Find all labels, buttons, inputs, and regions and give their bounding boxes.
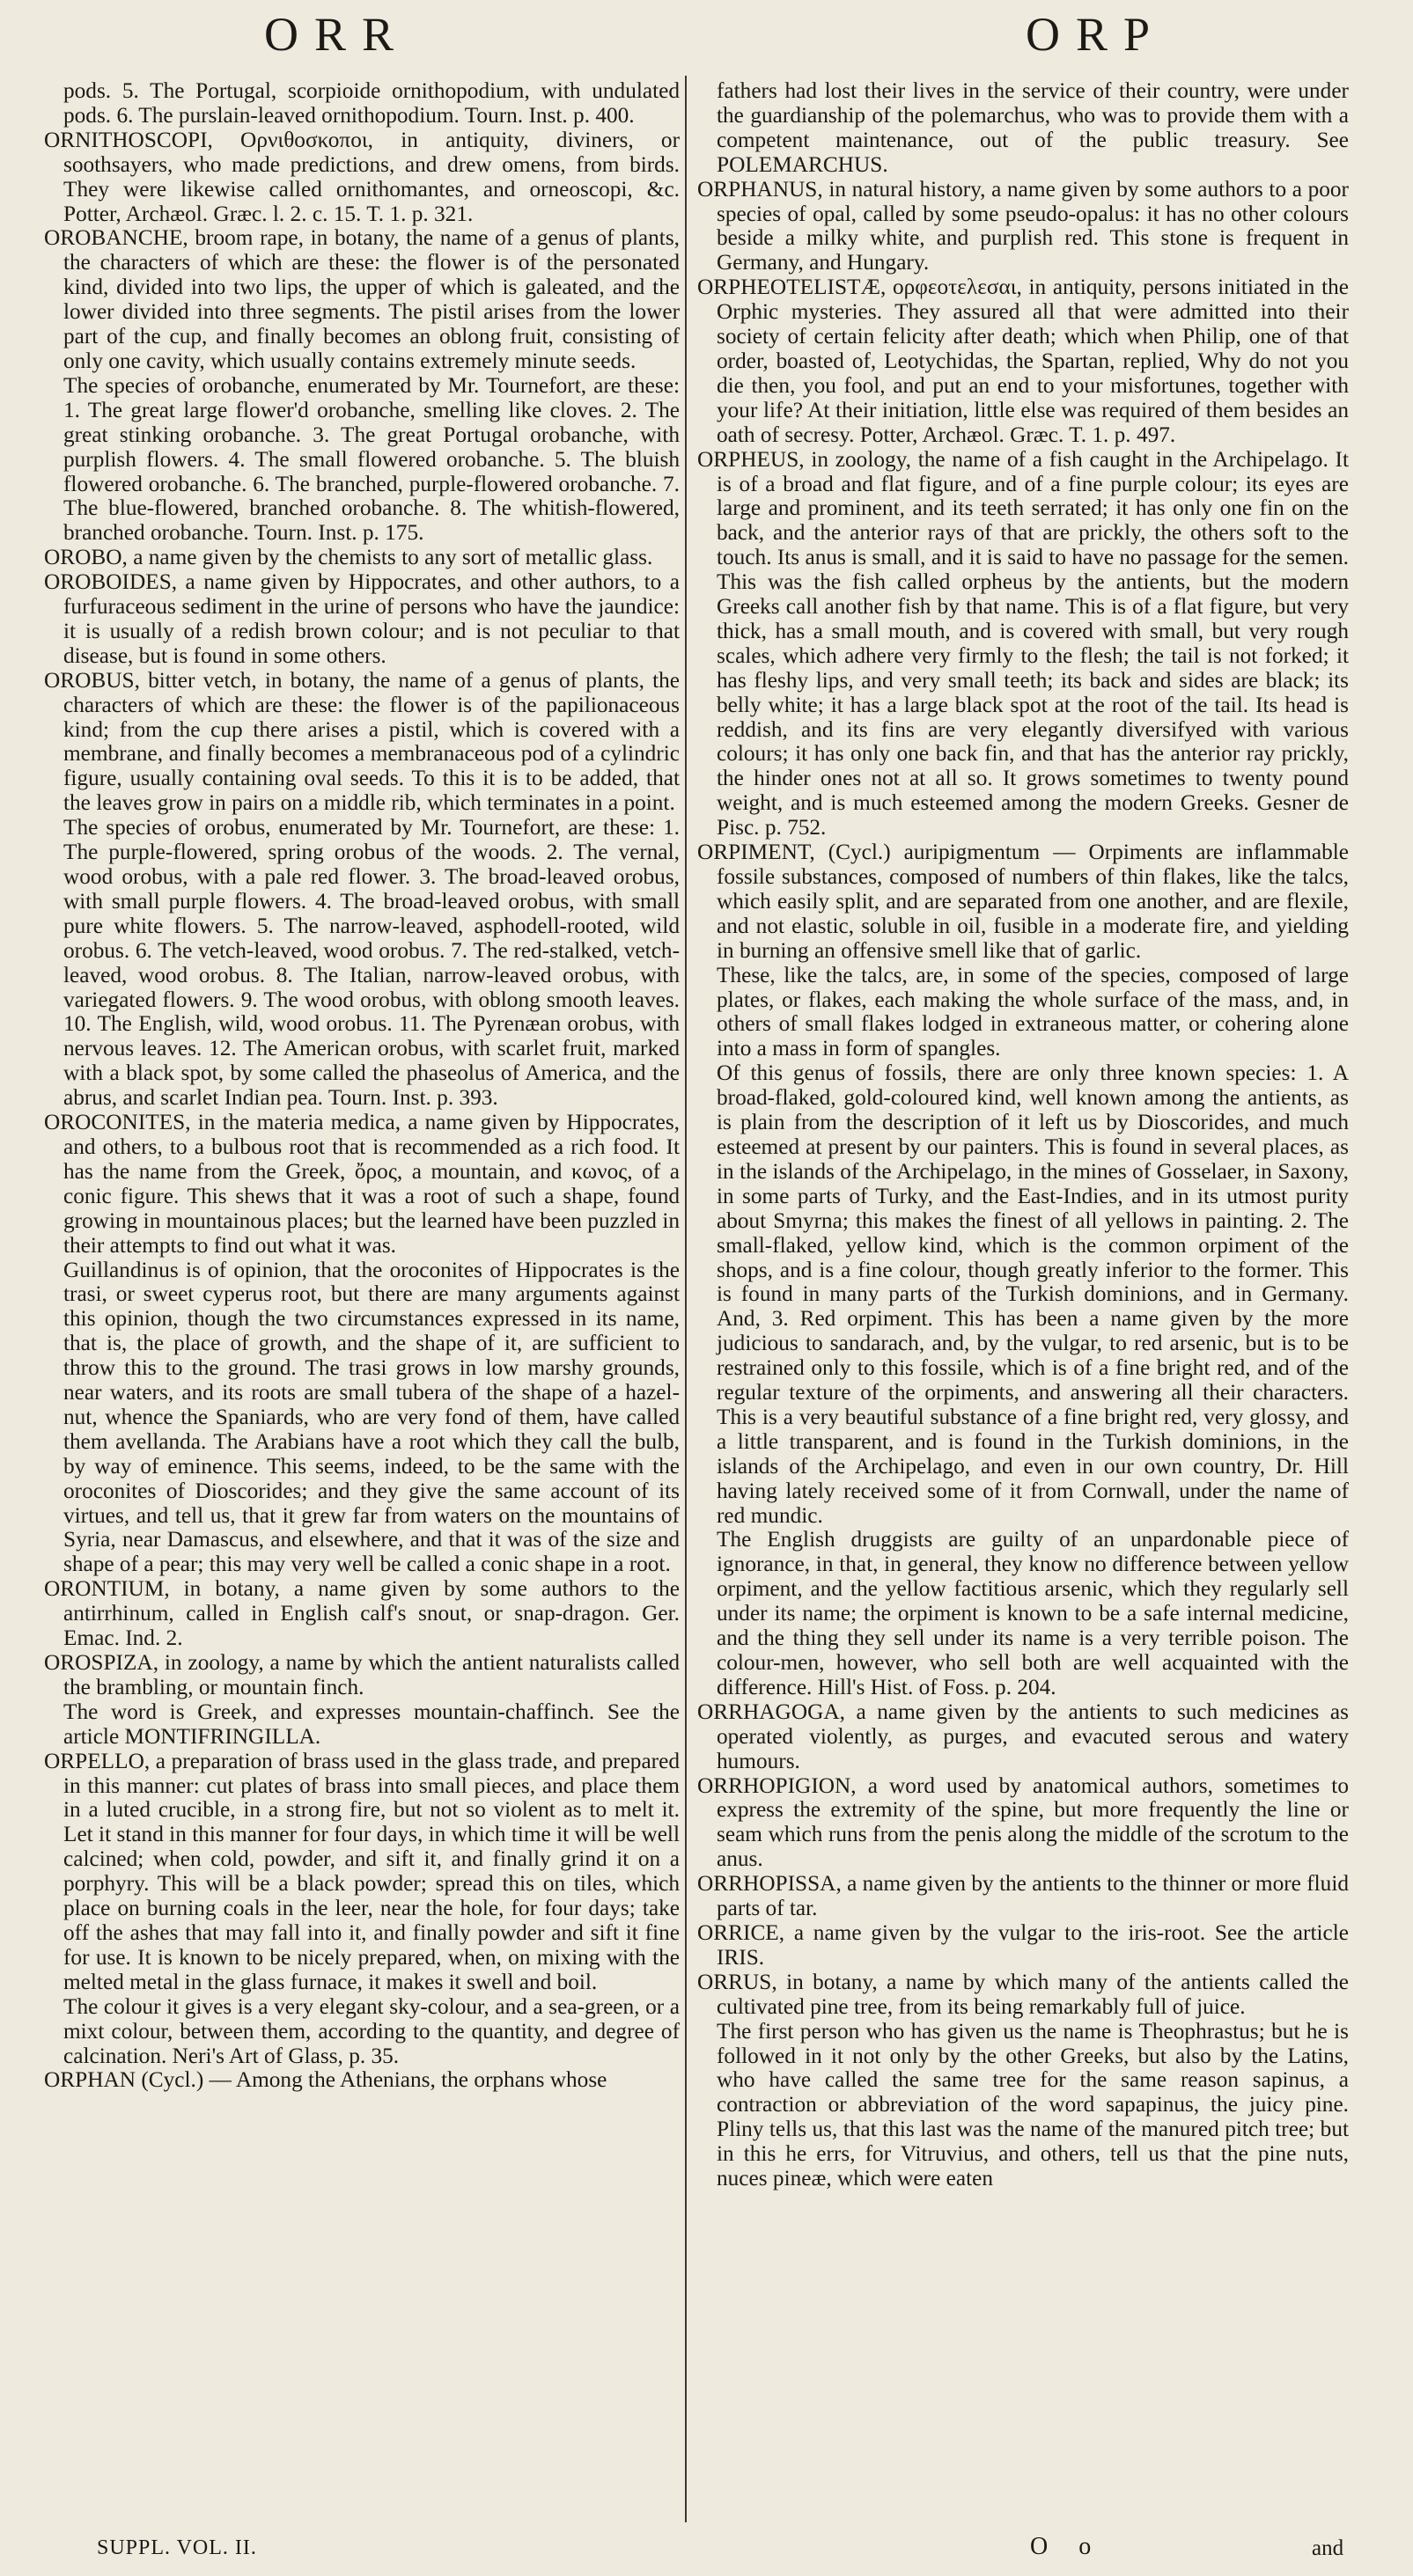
entry-paragraph: The English druggists are guilty of an unpardonable piece of ignorance, in that, in general, they know no difference between yellow orpiment, and the yellow factitious arsenic, which they regularly sell under its name; the orpiment is known to be a safe internal medicine, and the thing they sell under its name is a very terrible poison. The colour-men, however, who sell both are well acquainted with the difference. Hill's Hist. of Foss. p. 204. bbox=[717, 1527, 1349, 1699]
entry-paragraph: ORRUS, in botany, a name by which many of the antients called the cultivated pine tree, from its being remarkably full of juice. bbox=[697, 1969, 1349, 2019]
entry-paragraph: OROCONITES, in the materia medica, a name given by Hippocrates, and others, to a bulbous root that is recommended as a rich food. It has the name from the Greek, ὄρος, a mountain, and κωνος, of a conic figure. This shews that it was a root of such a shape, found growing in mountainous places; but the learned have been puzzled in their attempts to find out what it was. bbox=[44, 1110, 680, 1258]
entry-paragraph: The species of orobanche, enumerated by Mr. Tournefort, are these: 1. The great large flower'd orobanche, smelling like cloves. 2. The great stinking orobanche. 3. The great Portugal orobanche, with purplish flowers. 4. The small flowered orobanche. 5. The bluish flowered orobanche. 6. The branched, purple-flowered orobanche. 7. The blue-flowered, branched orobanche. 8. The whitish-flowered, branched orobanche. Tourn. Inst. p. 175. bbox=[63, 372, 680, 546]
entry-paragraph: pods. 5. The Portugal, scorpioide ornithopodium, with undulated pods. 6. The purslain-leaved ornithopodium. Tourn. Inst. p. 400. bbox=[63, 78, 680, 128]
entry-paragraph: The word is Greek, and expresses mountain-chaffinch. See the article MONTIFRINGILLA. bbox=[63, 1699, 680, 1749]
entry-paragraph: OROBO, a name given by the chemists to any sort of metallic glass. bbox=[44, 545, 653, 570]
running-head-left: ORR bbox=[264, 8, 410, 61]
entry-paragraph: ORRHAGOGA, a name given by the antients to such medicines as operated violently, as purges, and evacuted serous and watery humours. bbox=[697, 1699, 1349, 1773]
entry-paragraph: fathers had lost their lives in the service of their country, were under the guardianship of the polemarchus, who was to provide them with a competent maintenance, out of the public treasury. See POLEMARCHUS. bbox=[717, 78, 1349, 177]
entry-paragraph: ORNITHOSCOPI, Ορνιθοσκοποι, in antiquity, diviners, or soothsayers, who made predictions, and drew omens, from birds. They were likewise called ornithomantes, and orneoscopi, &c. Potter, Archæol. Græc. l. 2. c. 15. T. 1. p. 321. bbox=[44, 127, 680, 226]
entry-paragraph: ORRICE, a name given by the vulgar to the iris-root. See the article IRIS. bbox=[697, 1919, 1349, 1970]
entry-paragraph: OROSPIZA, in zoology, a name by which the antient naturalists called the brambling, or mountain finch. bbox=[44, 1650, 680, 1699]
column-rule bbox=[685, 76, 687, 2522]
entry-paragraph: ORONTIUM, in botany, a name given by some authors to the antirrhinum, called in English calf's snout, or snap-dragon. Ger. Emac. Ind. 2. bbox=[44, 1576, 680, 1651]
right-column bbox=[697, 79, 1349, 2191]
entry-paragraph: ORPIMENT, (Cycl.) auripigmentum — Orpiments are inflammable fossile substances, composed of numbers of thin flakes, like the talcs, which easily split, and are separated from one another, and are flexile, and not elastic, soluble in oil, fusible in a moderate fire, and yielding in burning an offensive smell like that of garlic. bbox=[697, 840, 1349, 963]
entry-paragraph: OROBANCHE, broom rape, in botany, the name of a genus of plants, the characters of which are these: the flower is of the personated kind, divided into two lips, the upper of which is galeated, and the lower divided into three segments. The pistil arises from the lower part of the cup, and finally becomes an oblong fruit, consisting of only one cavity, which usually contains extremely minute seeds. bbox=[44, 225, 680, 373]
volume-signature: SUPPL. VOL. II. bbox=[97, 2536, 257, 2559]
entry-paragraph: These, like the talcs, are, in some of the species, composed of large plates, or flakes, each making the whole surface of the mass, and, in others of small flakes lodged in extraneous matter, or cohering alone into a mass in form of spangles. bbox=[717, 962, 1349, 1061]
entry-paragraph: ORPHANUS, in natural history, a name given by some authors to a poor species of opal, called by some pseudo-opalus: it has no other colours beside a milky white, and purplish red. This stone is frequent in Germany, and Hungary. bbox=[697, 176, 1349, 275]
entry-paragraph: ORPELLO, a preparation of brass used in the glass trade, and prepared in this manner: cut plates of brass into small pieces, and place them in a luted crucible, in a strong fire, but not so violent as to melt it. Let it stand in this manner for four days, in which time it will be well calcined; when cold, powder, and sift it, and finally grind it on a porphyry. This will be a black powder; spread this on tiles, which place on burning coals in the leer, near the hole, for four days; take off the ashes that may fall into it, and finally powder and sift it fine for use. It is known to be nicely prepared, when, on mixing with the melted metal in the glass furnace, it makes it swell and boil. bbox=[44, 1748, 680, 1994]
sheet-signature: O o bbox=[1030, 2533, 1104, 2560]
catchword: and bbox=[1312, 2536, 1344, 2560]
entry-paragraph: ORPHAN (Cycl.) — Among the Athenians, the orphans whose bbox=[44, 2067, 607, 2093]
entry-paragraph: The first person who has given us the name is Theophrastus; but he is followed in it not only by the other Greeks, but also by the Latins, who have called the same tree for the same reason sapinus, a contraction or abbreviation of the word sapapinus, the juicy pine. Pliny tells us, that this last was the name of the manured pitch tree; but in this he errs, for Vitruvius, and others, tell us that the pine nuts, nuces pineæ, which were eaten bbox=[717, 2018, 1349, 2191]
entry-paragraph: ORRHOPIGION, a word used by anatomical authors, sometimes to express the extremity of the spine, but more frequently the line or seam which runs from the penis along the middle of the scrotum to the anus. bbox=[697, 1772, 1349, 1872]
entry-paragraph: ORPHEOTELISTÆ, ορφεοτελεσαι, in antiquity, persons initiated in the Orphic mysteries. They assured all that were admitted into their society of certain felicity after death; which when Philip, one of that order, boasted of, Leotychidas, the Spartan, replied, Why do not you die then, you fool, and put an end to your misfortunes, together with your life? At their initiation, little else was required of them besides an oath of secresy. Potter, Archæol. Græc. T. 1. p. 497. bbox=[697, 275, 1349, 447]
running-head-right: ORP bbox=[1026, 8, 1166, 61]
entry-paragraph: This was the fish called orpheus by the antients, but the modern Greeks call another fish by that name. This is of a flat figure, but very thick, has a small mouth, and is covered with small, but very rough scales, which adhere very firmly to the flesh; the tail is not forked; it has fleshy lips, and very small teeth; its back and sides are black; its belly white; it has a large black spot at the root of the tail. Its head is reddish, and its fins are very elegantly diversifyed with various colours; it has only one back fin, and that has the anterior ray prickly, the hinder ones not at all so. It grows sometimes to twenty pound weight, and is much esteemed among the modern Greeks. Gesner de Pisc. p. 752. bbox=[717, 569, 1349, 840]
entry-paragraph: OROBOIDES, a name given by Hippocrates, and other authors, to a furfuraceous sediment in the urine of persons who have the jaundice: it is usually of a redish brown colour; and is not peculiar to that disease, but is found in some others. bbox=[44, 569, 680, 668]
entry-paragraph: OROBUS, bitter vetch, in botany, the name of a genus of plants, the characters of which are these: the flower is of the papilionaceous kind; from the cup there arises a pistil, which is covered with a membrane, and finally becomes a membranaceous pod of a cylindric figure, usually containing oval seeds. To this it is to be added, that the leaves grow in pairs on a middle rib, which terminates in a point. bbox=[44, 667, 680, 816]
entry-paragraph: The colour it gives is a very elegant sky-colour, and a sea-green, or a mixt colour, between them, according to the quantity, and degree of calcination. Neri's Art of Glass, p. 35. bbox=[63, 1993, 680, 2068]
entry-paragraph: The species of orobus, enumerated by Mr. Tournefort, are these: 1. The purple-flowered, spring orobus of the woods. 2. The vernal, wood orobus, with a pale red flower. 3. The broad-leaved orobus, with small purple flowers. 4. The broad-leaved orobus, with small pure white flowers. 5. The narrow-leaved, asphodell-rooted, wild orobus. 6. The vetch-leaved, wood orobus. 7. The red-stalked, vetch-leaved, wood orobus. 8. The Italian, narrow-leaved orobus, with variegated flowers. 9. The wood orobus, with oblong smooth leaves. 10. The English, wild, wood orobus. 11. The Pyrenæan orobus, with nervous leaves. 12. The American orobus, with scarlet fruit, marked with a black spot, by some called the phaseolus of America, and the abrus, and scarlet Indian pea. Tourn. Inst. p. 393. bbox=[63, 815, 680, 1111]
entry-paragraph: ORPHEUS, in zoology, the name of a fish caught in the Archipelago. It is of a broad and flat figure, and of a fine purple colour; its eyes are large and prominent, and its teeth serrated; it has only one fin on the back, and the anterior rays of that are prickly, the others soft to the touch. Its anus is small, and it is said to have no passage for the semen. bbox=[697, 446, 1350, 570]
entry-paragraph: Guillandinus is of opinion, that the oroconites of Hippocrates is the trasi, or sweet cyperus root, but there are many arguments against this opinion, though the two circumstances expressed in its name, that is, the place of growth, and the shape of it, are sufficient to throw this to the ground. The trasi grows in low marshy grounds, near waters, and its roots are small tubera of the shape of a hazel-nut, whence the Spaniards, who are very fond of them, have called them avellanda. The Arabians have a root which they call the bulb, by way of eminence. This seems, indeed, to be the same with the oroconites of Dioscorides; and they give the same account of its virtues, and tell us, that it grew far from waters on the mountains of Syria, near Damascus, and elsewhere, and that it was of the size and shape of a pear; this may very well be called a conic shape in a root. bbox=[63, 1257, 680, 1577]
left-column bbox=[44, 79, 680, 2093]
entry-paragraph: ORRHOPISSA, a name given by the antients to the thinner or more fluid parts of tar. bbox=[697, 1871, 1349, 1921]
entry-paragraph: Of this genus of fossils, there are only three known species: 1. A broad-flaked, gold-coloured kind, well known among the antients, as is plain from the description of it left us by Dioscorides, and much esteemed at present by our painters. This is found in several places, as in the islands of the Archipelago, in the mines of Gosselaer, in Saxony, in some parts of Turky, and the East-Indies, and in its utmost purity about Smyrna; this makes the finest of all yellows in painting. 2. The small-flaked, yellow kind, which is the common orpiment of the shops, and is a fine colour, though greatly inferior to the former. This is found in many parts of the Turkish dominions, and in Germany. And, 3. Red orpiment. This has been a name given by the more judicious to sandarach, and, by the vulgar, to red arsenic, but is to be restrained only to this fossile, which is of a fine bright red, and of the regular texture of the orpiments, and answering all their characters. This is a very beautiful substance of a fine bright red, very glossy, and a little transparent, and is found in the Turkish dominions, in the islands of the Archipelago, and even in our own country, Dr. Hill having lately received some of it from Cornwall, under the name of red mundic. bbox=[717, 1060, 1349, 1528]
